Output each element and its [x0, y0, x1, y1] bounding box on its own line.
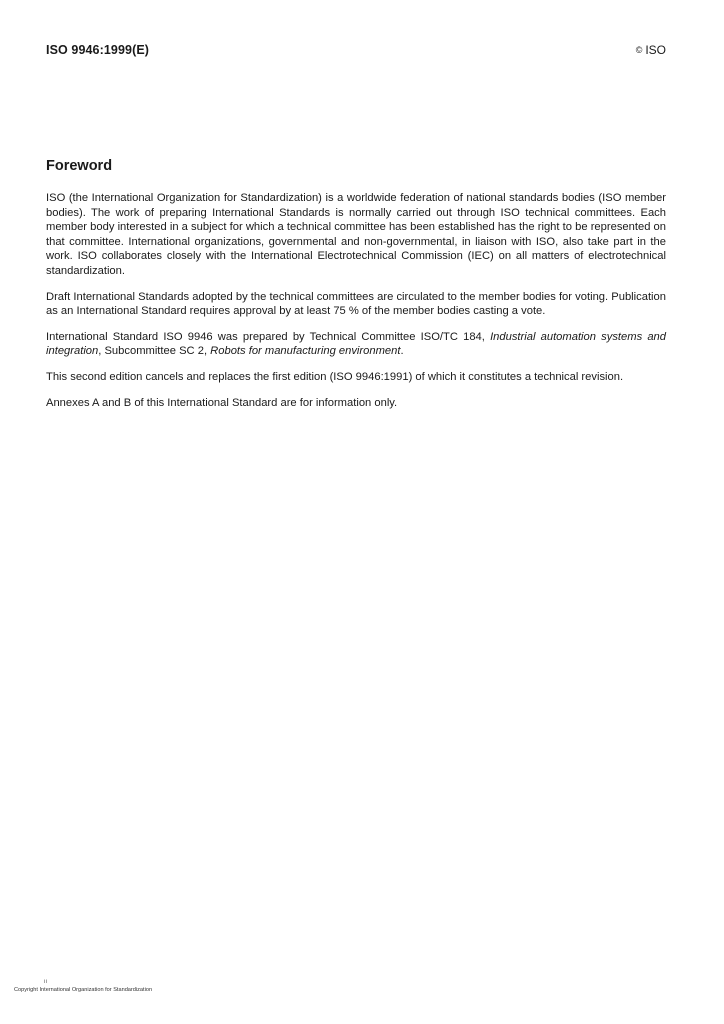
- footer-copyright: Copyright International Organization for Standardization: [14, 987, 153, 993]
- document-id: ISO 9946:1999(E): [46, 43, 150, 57]
- paragraph-edition: This second edition cancels and replaces the first edition (ISO 9946:1991) of which it constitutes a technical revision.: [46, 370, 624, 383]
- paragraph-preparation: [46, 330, 666, 359]
- paragraph-draft-standards: Draft International Standards adopted by the technical committees are circulated to the member bodies for voting. Publication as an International Standard requires approval by at least 75 % of the member bodies casting a vote.: [46, 290, 666, 318]
- copyright-icon: ©: [635, 45, 643, 55]
- preparation-text-1: International Standard ISO 9946 was prepared by Technical Committee ISO/TC 184,: [46, 330, 491, 343]
- preparation-text-2: , Subcommittee SC 2,: [98, 345, 211, 358]
- section-title: Foreword: [46, 158, 113, 174]
- paragraph-iso-intro: ISO (the International Organization for Standardization) is a worldwide federation of national standards bodies (ISO member bodies). The work of preparing International Standards is normally carried out through ISO technical committees. Each member body interested in a subject for which a technical committee has been established has the right to be represented on that committee. International organizations, governmental and non-governmental, in liaison with ISO, also take part in the work. ISO collaborates closely with the International Electrotechnical Commission (IEC) on all matters of electrotechnical standardization.: [46, 192, 666, 277]
- page-number: ii: [44, 979, 49, 985]
- copyright-notice: [636, 43, 666, 57]
- committee-title: Industrial automation systems and integration: [46, 330, 666, 358]
- foreword-body: [46, 191, 666, 421]
- preparation-text-3: .: [400, 345, 404, 358]
- paragraph-annexes: Annexes A and B of this International Standard are for information only.: [46, 396, 398, 409]
- subcommittee-title: Robots for manufacturing environment: [210, 345, 401, 358]
- copyright-org: ISO: [645, 43, 666, 57]
